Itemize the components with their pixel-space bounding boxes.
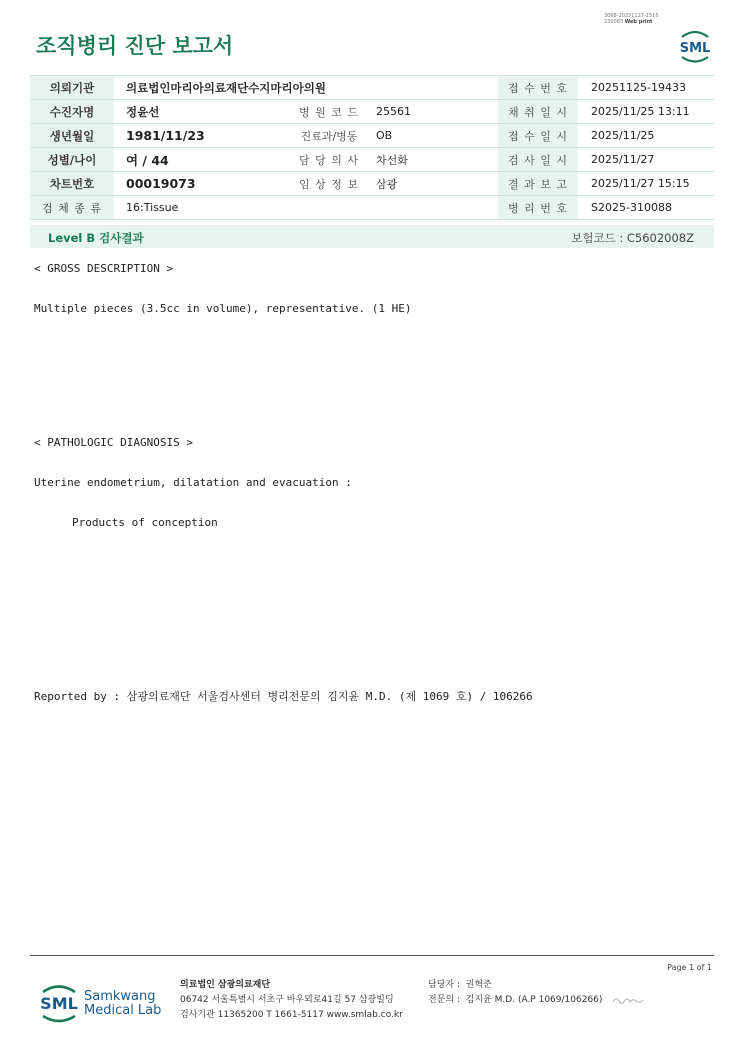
brand-name: [84, 990, 161, 1018]
field-label: 채 취 일 시: [498, 100, 578, 124]
info-row: [30, 100, 714, 124]
level-bar: [30, 225, 714, 248]
gross-text: Multiple pieces (3.5cc in volume), representative. (1 HE): [34, 302, 412, 315]
footer-staff-info: [428, 978, 645, 1008]
field-label: 담 당 의 사: [282, 148, 376, 172]
diagnosis-heading: < PATHOLOGIC DIAGNOSIS >: [34, 436, 193, 449]
field-value: 2025/11/25: [578, 124, 714, 148]
field-label: 접 수 일 시: [498, 124, 578, 148]
field-value: 2025/11/27 15:15: [578, 172, 714, 196]
field-label: 성별/나이: [30, 148, 114, 172]
logo-text: SML: [40, 994, 78, 1013]
org-address: 06742 서울특별시 서초구 바우뫼로41길 57 삼광빌딩: [180, 995, 394, 1005]
manager-label: 담당자 :: [428, 980, 460, 990]
print-meta-line2: 230083: [604, 19, 624, 25]
brand-line: Samkwang: [84, 989, 156, 1004]
field-value: 25561: [376, 100, 498, 124]
field-value: 차선화: [376, 148, 498, 172]
diagnosis-line: Uterine endometrium, dilatation and evacuation :: [34, 476, 352, 489]
org-name: 의료법인 삼광의료재단: [180, 980, 271, 990]
info-row: [30, 148, 714, 172]
patient-info-table: [30, 75, 714, 220]
field-label: 의뢰기관: [30, 76, 114, 100]
logo-text: SML: [679, 41, 711, 56]
field-value: OB: [376, 124, 498, 148]
manager-name: 권혁준: [465, 980, 492, 990]
web-print-label: Web print: [624, 19, 653, 25]
field-label: 병 원 코 드: [282, 100, 376, 124]
field-label: 수진자명: [30, 100, 114, 124]
field-label: 검 체 종 류: [30, 196, 114, 220]
info-row: [30, 172, 714, 196]
report-title: 조직병리 진단 보고서: [36, 34, 234, 58]
gross-heading: < GROSS DESCRIPTION >: [34, 262, 174, 275]
field-value: S2025-310088: [578, 196, 714, 220]
brand-line: Medical Lab: [84, 1003, 162, 1018]
signature-icon: [611, 994, 645, 1006]
footer-org-info: [180, 978, 403, 1023]
field-value: 여 / 44: [114, 148, 282, 172]
info-row: [30, 124, 714, 148]
field-label: 결 과 보 고: [498, 172, 578, 196]
field-label: 진료과/병동: [282, 124, 376, 148]
page-number: Page 1 of 1: [667, 963, 712, 972]
field-label: 검 사 일 시: [498, 148, 578, 172]
info-row: [30, 76, 714, 100]
field-value: 의료법인마리아의료재단수지마리아의원: [114, 76, 498, 100]
field-value: 2025/11/27: [578, 148, 714, 172]
field-label: 임 상 정 보: [282, 172, 376, 196]
print-meta-line1: 3068-20251127-1515: [604, 13, 659, 19]
info-row: [30, 196, 714, 220]
field-value: 16:Tissue: [114, 196, 498, 220]
footer-logo: [36, 980, 162, 1030]
level-label: Level B 검사결과: [48, 231, 144, 245]
specialist-name: 김지윤 M.D. (A.P 1069/106266): [465, 995, 603, 1005]
field-value: 1981/11/23: [114, 124, 282, 148]
insurance-code: 보험코드 : C5602008Z: [571, 231, 694, 245]
field-value: 삼광: [376, 172, 498, 196]
field-value: 2025/11/25 13:11: [578, 100, 714, 124]
print-meta: [604, 13, 659, 25]
diagnosis-result: Products of conception: [72, 516, 218, 529]
sml-logo-icon: [676, 28, 714, 64]
field-label: 접 수 번 호: [498, 76, 578, 100]
specialist-label: 전문의 :: [428, 995, 460, 1005]
field-label: 생년월일: [30, 124, 114, 148]
org-contact: 검사기관 11365200 T 1661-5117 www.smlab.co.kr: [180, 1010, 403, 1020]
field-value: 정윤선: [114, 100, 282, 124]
field-label: 차트번호: [30, 172, 114, 196]
field-value: 20251125-19433: [578, 76, 714, 100]
field-label: 병 리 번 호: [498, 196, 578, 220]
footer-divider: [30, 955, 714, 956]
field-value: 00019073: [114, 172, 282, 196]
sml-logo-icon: [36, 980, 82, 1026]
reported-by: Reported by : 삼광의료재단 서울검사센터 병리전문의 김지윤 M.D. (제 1069 호) / 106266: [34, 690, 533, 703]
